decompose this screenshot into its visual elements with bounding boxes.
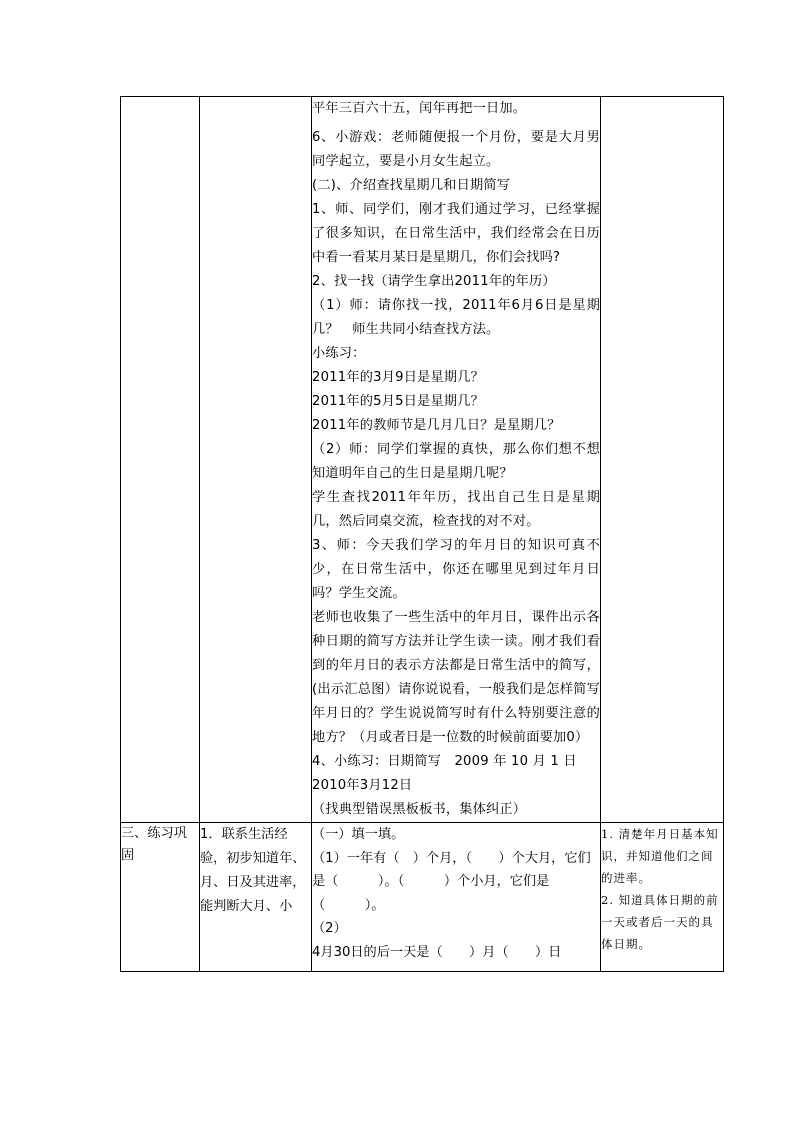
section-heading: (二)、介绍查找星期几和日期简写 [312,178,511,193]
text-line: （2） [312,921,347,936]
activity-cell [312,823,601,972]
stage-cell [121,97,200,823]
text-line: 3、师：今天我们学习的年月日的知识可真不少，在日常生活中，你还在哪里见到过年月日吗？学生交流。 [312,538,600,601]
table-row [121,823,724,972]
text-line: （1）师：请你找一找，2011年6月6日是星期几？ 师生共同小结查找方法。 [312,298,600,337]
goal-text: 1．联系生活经验，初步知道年、月、日及其进率，能判断大月、小 [200,823,312,972]
text-line: 6、小游戏：老师随便报一个月份，要是大月男同学起立，要是小月女生起立。 [312,130,600,169]
text-line: 学生查找2011年年历，找出自己生日是星期几，然后同桌交流，检查找的对不对。 [312,490,600,529]
notes-cell [601,823,724,972]
stage-label: 三、练习巩固 [121,823,200,972]
table-row [121,97,724,823]
text-line: 1、师、同学们，刚才我们通过学习，已经掌握了很多知识，在日常生活中，我们经常会在日历中看一看某月某日是星期几，你们会找吗? [312,202,600,265]
section-heading: （一）填一填。 [312,827,405,842]
note-item: 2. 知道具体日期的前一天或者后一天的具体日期。 [601,893,719,951]
note-item: 1. 清楚年月日基本知识，并知道他们之间的进率。 [601,827,719,885]
text-line: 2011年的教师节是几月几日？是星期几？ [312,418,561,433]
text-line: （找典型错误黑板板书，集体纠正） [312,802,527,817]
text-line: 2、找一找（请学生拿出2011年的年历） [312,274,556,289]
text-line: 2011年的3月9日是星期几？ [312,370,485,385]
lesson-plan-table [120,96,724,972]
activity-cell [312,97,601,823]
notes-cell [601,97,724,823]
text-line: （1）一年有（ ）个月，（ ）个大月，它们是（ ）。（ ）个小月，它们是（ ）。 [312,850,591,913]
text-line: 小练习： [312,346,366,361]
text-line: 4、小练习：日期简写 2009 年 10 月 1 日 [312,754,577,769]
goal-cell [200,97,312,823]
text-line: （2）师：同学们掌握的真快，那么你们想不想知道明年自己的生日是星期几呢？ [312,442,600,481]
text-line: 4月30日的后一天是（ ）月（ ）日 [312,944,562,960]
text-line: 2010年3月12日 [312,778,413,793]
text-line: 平年三百六十五，闰年再把一日加。 [312,101,527,116]
text-line: 2011年的5月5日是星期几？ [312,394,485,409]
text-line: 老师也收集了一些生活中的年月日，课件出示各种日期的简写方法并让学生读一读。刚才我们看到的年月日的表示方法都是日常生活中的简写，(出示汇总图）请你说说看，一般我们是怎样简写年月日的？学生说说简写时有什么特别要注意的地方？（月或者日是一位数的时候前面要加0） [312,610,600,745]
